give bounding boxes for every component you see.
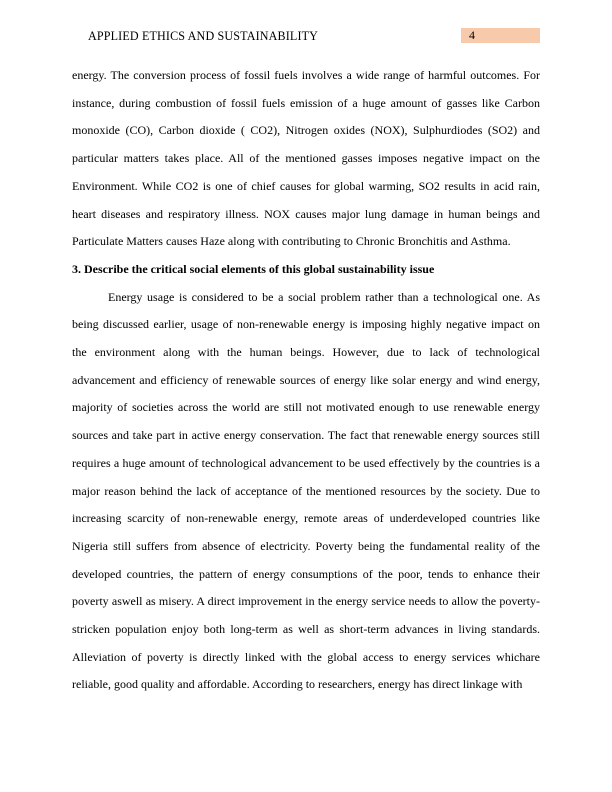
page-number: 4 xyxy=(461,28,540,43)
paragraph-social-elements: Energy usage is considered to be a social problem rather than a technological one. As being discussed earlier, usage of non-renewable energy is imposing highly negative impact on the environment along with the human beings. However, due to lack of technological advancement and efficiency of renewable sources of energy like solar energy and wind energy, majority of societies across the world are still not motivated enough to use renewable energy sources and take part in active energy conservation. The fact that renewable energy sources still requires a huge amount of technological advancement to be used effectively by the countries is a major reason behind the lack of acceptance of the mentioned resources by the society. Due to increasing scarcity of non-renewable energy, remote areas of underdeveloped countries like Nigeria still suffers from absence of electricity. Poverty being the fundamental reality of the developed countries, the pattern of energy consumptions of the poor, tends to enhance their poverty aswell as misery. A direct improvement in the energy service needs to allow the poverty-stricken population enjoy both long-term as well as short-term advances in living standards. Alleviation of poverty is directly linked with the global access to energy services whichare reliable, good quality and affordable. According to researchers, energy has direct linkage with xyxy=(72,289,540,692)
section-heading: 3. Describe the critical social elements of this global sustainability issue xyxy=(72,261,435,276)
paragraph-fossil-fuel-emissions: energy. The conversion process of fossil fuels involves a wide range of harmful outcomes. For instance, during combustion of fossil fuels emission of a huge amount of gasses like Carbon monoxide (CO), Carbon dioxide ( CO2), Nitrogen oxides (NOX), Sulphurdiodes (SO2) and particular matters takes place. All of the mentioned gasses imposes negative impact on the Environment. While CO2 is one of chief causes for global warming, SO2 results in acid rain, heart diseases and respiratory illness. NOX causes major lung damage in human beings and Particulate Matters causes Haze along with contributing to Chronic Bronchitis and Asthma. xyxy=(72,68,540,249)
page-header xyxy=(88,27,540,46)
document-body xyxy=(72,62,540,699)
running-head: APPLIED ETHICS AND SUSTAINABILITY xyxy=(88,29,319,43)
